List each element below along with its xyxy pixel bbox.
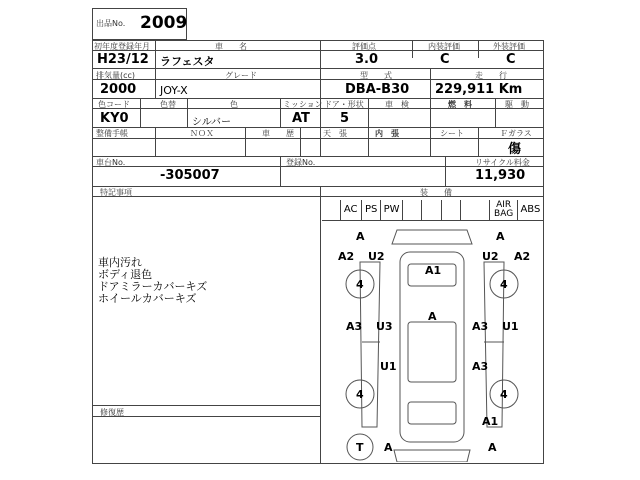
repair-label: 修復歴: [100, 408, 124, 417]
equip-blank: [461, 200, 490, 220]
equipment-row: [322, 200, 543, 220]
color-value: シルバー: [192, 117, 232, 128]
ceiling-label: 天 張: [323, 129, 347, 138]
mark-wheel-rr: 4: [500, 388, 508, 401]
chassis-value: -305007: [160, 168, 220, 183]
score-label: 評価点: [352, 42, 376, 51]
color-code-label: 色コード: [98, 100, 130, 109]
color-code-value: KY0: [100, 111, 129, 126]
model-label: 車 名: [215, 42, 247, 51]
doors-label: ドア・形状: [324, 100, 364, 109]
mark-u1-right: U1: [502, 320, 519, 333]
mark-a3-left: A3: [346, 320, 363, 333]
mark-a3-right: A3: [472, 320, 489, 333]
mark-a3-right-rear: A3: [472, 360, 489, 373]
mark-a1-rear: A1: [482, 415, 499, 428]
equipment-label: 装 備: [420, 188, 452, 197]
chassis-label: 車台No.: [96, 158, 126, 167]
mark-rear-right: A: [488, 441, 497, 454]
mark-roof: A: [428, 310, 437, 323]
mark-t: T: [356, 441, 364, 454]
history-label: 車 歴: [262, 129, 294, 138]
mark-a1-roof: A1: [425, 264, 442, 277]
exterior-label: 外装評価: [493, 42, 525, 51]
mark-wheel-fl: 4: [356, 278, 364, 291]
note-line: 車内汚れ: [98, 256, 142, 269]
note-line: ドアミラーカバーキズ: [98, 280, 208, 293]
mark-a2-right: A2: [514, 250, 531, 263]
trim-label: 色替: [160, 100, 176, 109]
equip-ps: PS: [362, 200, 381, 220]
mark-front-right: A: [496, 230, 505, 243]
fuel-label: 燃 料: [448, 100, 472, 109]
mileage-label: 走 行: [475, 71, 507, 80]
cc-label: 排気量(cc): [96, 71, 136, 80]
score-value: 3.0: [355, 52, 379, 67]
note-line: ホイールカバーキズ: [98, 292, 197, 305]
manual-label: 整備手帳: [96, 129, 128, 138]
fglass-label: Ｆガラス: [500, 129, 532, 138]
inner-lining-label: 内 張: [375, 129, 399, 138]
mark-u2-right: U2: [482, 250, 499, 263]
equip-blank: [403, 200, 422, 220]
color-label: 色: [230, 100, 238, 109]
note-line: ボディ退色: [98, 268, 153, 281]
model-value: ラフェスタ: [160, 55, 215, 68]
lot-number: 2009: [140, 13, 188, 33]
recycle-label: リサイクル料金: [475, 158, 530, 167]
nox-label: ＮＯＸ: [190, 129, 214, 138]
mission-value: AT: [292, 111, 310, 126]
notes-list: [98, 257, 207, 305]
equip-ac: AC: [341, 200, 362, 220]
mark-wheel-fr: 4: [500, 278, 508, 291]
interior-label: 内装評価: [428, 42, 460, 51]
cc-value: 2000: [100, 82, 137, 97]
exterior-value: C: [506, 52, 516, 67]
doors-value: 5: [340, 111, 350, 126]
type-label: 型 式: [360, 71, 392, 80]
mission-label: ミッション: [283, 100, 323, 109]
year-label: 初年度登録年月: [94, 42, 150, 51]
drive-label: 駆 動: [505, 100, 529, 109]
mileage-value: 229,911 Km: [435, 82, 523, 97]
equip-abs: ABS: [520, 204, 541, 215]
notes-label: 特記事項: [100, 188, 132, 197]
recycle-value: 11,930: [475, 168, 526, 183]
equip-airbag: AIR BAG: [490, 200, 517, 220]
mark-u3-left: U3: [376, 320, 393, 333]
mark-rear-left: A: [384, 441, 393, 454]
equip-blank: [422, 200, 441, 220]
seat-label: シート: [440, 129, 464, 138]
equip-blank: [442, 200, 461, 220]
interior-value: C: [440, 52, 450, 67]
mark-front-left: A: [356, 230, 365, 243]
fglass-value: 傷: [508, 142, 522, 157]
mark-u2-left: U2: [368, 250, 385, 263]
mark-a2-left: A2: [338, 250, 355, 263]
mark-u1-left: U1: [380, 360, 397, 373]
year-value: H23/12: [97, 52, 149, 67]
car-diagram: [322, 222, 542, 462]
registration-label: 登録No.: [286, 158, 316, 167]
lot-label: 出品No.: [96, 19, 126, 28]
mark-wheel-rl: 4: [356, 388, 364, 401]
grade-value: JOY-X: [160, 84, 188, 97]
equip-pw: PW: [381, 200, 402, 220]
inspection-label: 車 検: [385, 100, 409, 109]
type-value: DBA-B30: [345, 82, 410, 97]
grade-label: グレード: [225, 71, 257, 80]
